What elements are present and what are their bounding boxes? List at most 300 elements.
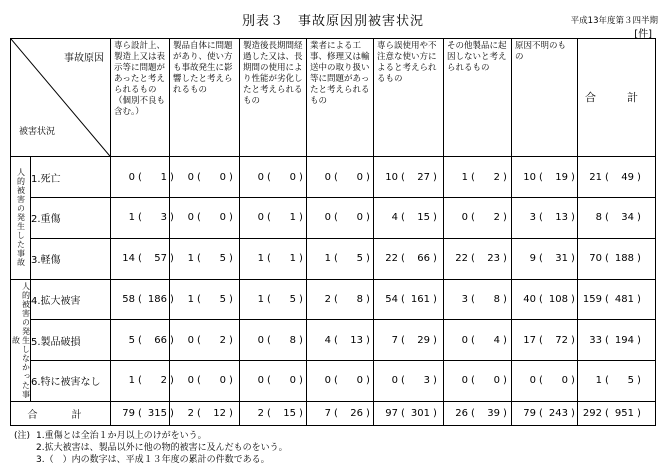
- column-header: その他製品に起因しないと考えられるもの: [444, 39, 512, 157]
- cumulative-count: 188: [614, 253, 634, 265]
- column-header: 製品自体に問題があり、使い方も事故発生に影響したと考えられるもの: [170, 39, 240, 157]
- column-header: 製造後長期間経過した又は、長期間の使用により性能が劣化したと考えられるもの: [240, 39, 307, 157]
- notes: [14, 430, 288, 466]
- row-label: 6.特に被害なし: [31, 361, 111, 402]
- period-count: 4: [391, 212, 398, 224]
- value-cell: [512, 279, 578, 320]
- period-count: 0: [257, 171, 264, 183]
- paren-open: (: [471, 407, 475, 419]
- cumulative-count: 15: [283, 407, 296, 419]
- table-row: [11, 361, 656, 402]
- paren-close: ): [503, 334, 507, 346]
- cumulative-count: 3: [160, 212, 167, 224]
- paren-open: (: [471, 253, 475, 265]
- paren-close: ): [637, 253, 641, 265]
- cumulative-count: 301: [410, 407, 430, 419]
- value-cell: [307, 157, 374, 198]
- note-lead: (注): [14, 431, 31, 441]
- cumulative-count: 5: [219, 253, 226, 265]
- paren-open: (: [605, 407, 609, 419]
- corner-header: [11, 39, 111, 157]
- row-label: 2.重傷: [31, 197, 111, 238]
- paren-close: ): [170, 334, 174, 346]
- period-count: 1: [187, 253, 194, 265]
- cumulative-count: 13: [350, 334, 363, 346]
- paren-close: ): [571, 171, 575, 183]
- paren-close: ): [229, 253, 233, 265]
- value-cell: [444, 157, 512, 198]
- paren-open: (: [334, 212, 338, 224]
- paren-open: (: [197, 407, 201, 419]
- value-cell: [111, 279, 174, 320]
- total-row: [11, 401, 656, 425]
- period-count: 1: [461, 171, 468, 183]
- column-header: 専ら設計上、製造上又は表示等に問題があったと考えられるもの（個別不良も含む。）: [111, 39, 170, 157]
- period-count: 2: [324, 293, 331, 305]
- paren-close: ): [229, 212, 233, 224]
- period-count: 3: [529, 212, 536, 224]
- paren-open: (: [334, 375, 338, 387]
- paren-open: (: [539, 253, 543, 265]
- damage-table: [10, 38, 656, 426]
- period-count: 97: [385, 407, 398, 419]
- value-cell: [170, 157, 240, 198]
- page-title: 別表３ 事故原因別被害状況: [241, 14, 424, 29]
- paren-open: (: [197, 171, 201, 183]
- paren-close: ): [170, 407, 174, 419]
- cumulative-count: 194: [614, 334, 634, 346]
- value-cell: [444, 401, 512, 425]
- cumulative-count: 2: [493, 171, 500, 183]
- value-cell: [307, 197, 374, 238]
- value-cell: [374, 238, 444, 279]
- note-text: 2.拡大被害は、製品以外に他の物的被害に及んだものをいう。: [36, 443, 288, 453]
- paren-open: (: [138, 375, 142, 387]
- paren-open: (: [401, 334, 405, 346]
- value-cell: [170, 401, 240, 425]
- paren-close: ): [503, 212, 507, 224]
- period-count: 0: [324, 375, 331, 387]
- value-cell: [578, 361, 656, 402]
- cumulative-count: 0: [219, 171, 226, 183]
- period-count: 21: [589, 171, 602, 183]
- value-cell: [170, 238, 240, 279]
- value-cell: [111, 361, 174, 402]
- paren-close: ): [366, 171, 370, 183]
- value-cell: [111, 197, 174, 238]
- corner-damage-label: 被害状況: [19, 127, 56, 138]
- paren-open: (: [539, 375, 543, 387]
- value-cell: [578, 279, 656, 320]
- paren-close: ): [571, 407, 575, 419]
- cumulative-count: 2: [219, 334, 226, 346]
- note-line: [14, 430, 288, 442]
- paren-close: ): [229, 293, 233, 305]
- paren-open: (: [334, 293, 338, 305]
- paren-open: (: [197, 293, 201, 305]
- period-count: 17: [523, 334, 536, 346]
- paren-open: (: [138, 212, 142, 224]
- paren-open: (: [138, 253, 142, 265]
- note-line: [14, 454, 288, 466]
- cumulative-count: 243: [548, 407, 568, 419]
- period-count: 1: [128, 375, 135, 387]
- cumulative-count: 0: [356, 212, 363, 224]
- paren-open: (: [605, 375, 609, 387]
- paren-close: ): [433, 334, 437, 346]
- paren-open: (: [197, 334, 201, 346]
- corner-cause-label: 事故原因: [64, 53, 104, 64]
- paren-close: ): [170, 375, 174, 387]
- paren-close: ): [433, 407, 437, 419]
- value-cell: [444, 238, 512, 279]
- paren-open: (: [605, 334, 609, 346]
- value-cell: [170, 320, 240, 361]
- value-cell: [578, 401, 656, 425]
- paren-close: ): [503, 253, 507, 265]
- period-count: 2: [187, 407, 194, 419]
- cumulative-count: 5: [219, 293, 226, 305]
- paren-close: ): [229, 334, 233, 346]
- paren-open: (: [267, 212, 271, 224]
- paren-close: ): [299, 407, 303, 419]
- value-cell: [374, 320, 444, 361]
- paren-close: ): [229, 375, 233, 387]
- cumulative-count: 5: [356, 253, 363, 265]
- paren-open: (: [267, 253, 271, 265]
- value-cell: [444, 279, 512, 320]
- cumulative-count: 5: [289, 293, 296, 305]
- period-count: 33: [589, 334, 602, 346]
- row-label: 4.拡大被害: [31, 279, 111, 320]
- value-cell: [512, 238, 578, 279]
- cumulative-count: 2: [160, 375, 167, 387]
- note-text: 1.重傷とは全治１か月以上のけがをいう。: [36, 431, 207, 441]
- row-label: 5.製品破損: [31, 320, 111, 361]
- period-count: 0: [187, 171, 194, 183]
- paren-close: ): [299, 334, 303, 346]
- period-label: 平成13年度第３四半期: [570, 16, 658, 26]
- period-count: 2: [257, 407, 264, 419]
- period-count: 3: [461, 293, 468, 305]
- period-count: 292: [582, 407, 602, 419]
- value-cell: [374, 401, 444, 425]
- period-count: 9: [529, 253, 536, 265]
- paren-open: (: [334, 334, 338, 346]
- paren-open: (: [267, 171, 271, 183]
- value-cell: [444, 320, 512, 361]
- paren-close: ): [503, 293, 507, 305]
- paren-open: (: [539, 212, 543, 224]
- cumulative-count: 29: [417, 334, 430, 346]
- cumulative-count: 951: [614, 407, 634, 419]
- period-count: 0: [187, 212, 194, 224]
- paren-open: (: [401, 407, 405, 419]
- paren-open: (: [605, 293, 609, 305]
- value-cell: [512, 361, 578, 402]
- paren-open: (: [138, 334, 142, 346]
- paren-open: (: [267, 375, 271, 387]
- value-cell: [444, 197, 512, 238]
- value-cell: [307, 238, 374, 279]
- paren-close: ): [637, 407, 641, 419]
- cumulative-count: 57: [154, 253, 167, 265]
- paren-open: (: [471, 171, 475, 183]
- table-row: [11, 279, 656, 320]
- paren-close: ): [503, 375, 507, 387]
- paren-open: (: [334, 171, 338, 183]
- period-count: 0: [257, 334, 264, 346]
- paren-close: ): [637, 212, 641, 224]
- cumulative-count: 315: [147, 407, 167, 419]
- paren-close: ): [571, 212, 575, 224]
- cumulative-count: 49: [621, 171, 634, 183]
- value-cell: [512, 320, 578, 361]
- value-cell: [111, 157, 174, 198]
- value-cell: [170, 197, 240, 238]
- paren-open: (: [401, 171, 405, 183]
- value-cell: [240, 157, 307, 198]
- paren-open: (: [138, 407, 142, 419]
- paren-close: ): [637, 375, 641, 387]
- paren-close: ): [170, 253, 174, 265]
- period-count: 0: [324, 212, 331, 224]
- table-row: [11, 238, 656, 279]
- unit-label: [件]: [634, 29, 652, 40]
- period-count: 0: [257, 212, 264, 224]
- paren-close: ): [571, 293, 575, 305]
- cumulative-count: 3: [423, 375, 430, 387]
- value-cell: [374, 279, 444, 320]
- cumulative-count: 0: [289, 375, 296, 387]
- paren-close: ): [366, 253, 370, 265]
- cumulative-count: 8: [356, 293, 363, 305]
- value-cell: [111, 238, 174, 279]
- paren-close: ): [299, 212, 303, 224]
- cumulative-count: 34: [621, 212, 634, 224]
- period-count: 79: [523, 407, 536, 419]
- period-count: 1: [187, 293, 194, 305]
- value-cell: [240, 401, 307, 425]
- row-label: 3.軽傷: [31, 238, 111, 279]
- paren-open: (: [334, 407, 338, 419]
- paren-open: (: [138, 171, 142, 183]
- paren-close: ): [433, 293, 437, 305]
- cumulative-count: 15: [417, 212, 430, 224]
- cumulative-count: 1: [289, 253, 296, 265]
- paren-open: (: [401, 375, 405, 387]
- paren-open: (: [471, 212, 475, 224]
- paren-open: (: [267, 407, 271, 419]
- paren-close: ): [366, 375, 370, 387]
- period-count: 0: [529, 375, 536, 387]
- cumulative-count: 1: [160, 171, 167, 183]
- paren-close: ): [170, 171, 174, 183]
- cumulative-count: 186: [147, 293, 167, 305]
- paren-close: ): [366, 334, 370, 346]
- period-count: 0: [187, 375, 194, 387]
- value-cell: [240, 197, 307, 238]
- cumulative-count: 108: [548, 293, 568, 305]
- period-count: 0: [128, 171, 135, 183]
- paren-open: (: [539, 334, 543, 346]
- paren-close: ): [170, 212, 174, 224]
- paren-open: (: [605, 171, 609, 183]
- value-cell: [240, 238, 307, 279]
- cumulative-count: 0: [219, 375, 226, 387]
- cumulative-count: 8: [289, 334, 296, 346]
- period-count: 1: [128, 212, 135, 224]
- value-cell: [111, 320, 174, 361]
- paren-close: ): [299, 375, 303, 387]
- table-row: [11, 320, 656, 361]
- cumulative-count: 1: [289, 212, 296, 224]
- cumulative-count: 31: [555, 253, 568, 265]
- value-cell: [307, 320, 374, 361]
- period-count: 22: [455, 253, 468, 265]
- period-count: 7: [391, 334, 398, 346]
- paren-close: ): [637, 334, 641, 346]
- paren-open: (: [539, 407, 543, 419]
- period-count: 10: [523, 171, 536, 183]
- paren-open: (: [197, 212, 201, 224]
- value-cell: [374, 197, 444, 238]
- cumulative-count: 2: [493, 212, 500, 224]
- paren-open: (: [471, 334, 475, 346]
- paren-open: (: [197, 253, 201, 265]
- cumulative-count: 0: [356, 171, 363, 183]
- value-cell: [444, 361, 512, 402]
- paren-close: ): [366, 212, 370, 224]
- table-row: [11, 157, 656, 198]
- period-count: 10: [385, 171, 398, 183]
- cumulative-count: 0: [493, 375, 500, 387]
- period-count: 1: [257, 293, 264, 305]
- paren-close: ): [637, 293, 641, 305]
- paren-close: ): [503, 171, 507, 183]
- value-cell: [111, 401, 174, 425]
- period-count: 40: [523, 293, 536, 305]
- paren-open: (: [138, 293, 142, 305]
- cumulative-count: 39: [487, 407, 500, 419]
- paren-open: (: [539, 293, 543, 305]
- period-count: 0: [391, 375, 398, 387]
- paren-open: (: [197, 375, 201, 387]
- value-cell: [578, 197, 656, 238]
- period-count: 22: [385, 253, 398, 265]
- paren-open: (: [471, 375, 475, 387]
- period-count: 0: [461, 375, 468, 387]
- paren-open: (: [605, 253, 609, 265]
- period-count: 26: [455, 407, 468, 419]
- column-header: 合 計: [578, 39, 656, 157]
- paren-close: ): [571, 334, 575, 346]
- period-count: 0: [461, 334, 468, 346]
- column-header: 専ら誤使用や不注意な使い方によると考えられるもの: [374, 39, 444, 157]
- paren-open: (: [401, 253, 405, 265]
- paren-open: (: [267, 293, 271, 305]
- cumulative-count: 0: [561, 375, 568, 387]
- period-count: 79: [122, 407, 135, 419]
- value-cell: [374, 157, 444, 198]
- period-count: 0: [257, 375, 264, 387]
- cumulative-count: 27: [417, 171, 430, 183]
- paren-open: (: [401, 293, 405, 305]
- cumulative-count: 72: [555, 334, 568, 346]
- value-cell: [374, 361, 444, 402]
- group-label: 人的被害の発生しなかった事故: [11, 279, 31, 401]
- paren-open: (: [401, 212, 405, 224]
- paren-close: ): [433, 171, 437, 183]
- period-count: 4: [324, 334, 331, 346]
- paren-close: ): [433, 375, 437, 387]
- group-label: 人的被害の発生した事故: [11, 157, 31, 279]
- cumulative-count: 0: [219, 212, 226, 224]
- paren-open: (: [267, 334, 271, 346]
- paren-close: ): [433, 253, 437, 265]
- cumulative-count: 23: [487, 253, 500, 265]
- period-count: 0: [187, 334, 194, 346]
- value-cell: [512, 157, 578, 198]
- note-text: 3.（ ）内の数字は、平成１３年度の累計の件数である。: [36, 455, 270, 465]
- paren-close: ): [366, 293, 370, 305]
- value-cell: [240, 279, 307, 320]
- row-label: 1.死亡: [31, 157, 111, 198]
- paren-close: ): [170, 293, 174, 305]
- column-header: 業者による工事、修理又は輸送中の取り扱い等に問題があったと考えられるもの: [307, 39, 374, 157]
- period-count: 0: [461, 212, 468, 224]
- paren-open: (: [539, 171, 543, 183]
- value-cell: [240, 361, 307, 402]
- period-count: 5: [128, 334, 135, 346]
- paren-close: ): [299, 293, 303, 305]
- paren-close: ): [571, 253, 575, 265]
- value-cell: [307, 279, 374, 320]
- cumulative-count: 0: [289, 171, 296, 183]
- period-count: 7: [324, 407, 331, 419]
- paren-close: ): [637, 171, 641, 183]
- cumulative-count: 5: [627, 375, 634, 387]
- note-line: [14, 442, 288, 454]
- paren-open: (: [605, 212, 609, 224]
- period-count: 0: [324, 171, 331, 183]
- value-cell: [578, 157, 656, 198]
- value-cell: [578, 238, 656, 279]
- value-cell: [240, 320, 307, 361]
- cumulative-count: 12: [213, 407, 226, 419]
- paren-open: (: [471, 293, 475, 305]
- period-count: 8: [595, 212, 602, 224]
- paren-close: ): [503, 407, 507, 419]
- period-count: 1: [595, 375, 602, 387]
- value-cell: [170, 361, 240, 402]
- cumulative-count: 19: [555, 171, 568, 183]
- value-cell: [307, 401, 374, 425]
- table-row: [11, 197, 656, 238]
- paren-close: ): [229, 407, 233, 419]
- cumulative-count: 481: [614, 293, 634, 305]
- total-label: 合 計: [11, 401, 111, 425]
- cumulative-count: 66: [154, 334, 167, 346]
- cumulative-count: 4: [493, 334, 500, 346]
- cumulative-count: 66: [417, 253, 430, 265]
- value-cell: [512, 401, 578, 425]
- paren-open: (: [334, 253, 338, 265]
- value-cell: [170, 279, 240, 320]
- period-count: 58: [122, 293, 135, 305]
- cumulative-count: 0: [356, 375, 363, 387]
- paren-close: ): [366, 407, 370, 419]
